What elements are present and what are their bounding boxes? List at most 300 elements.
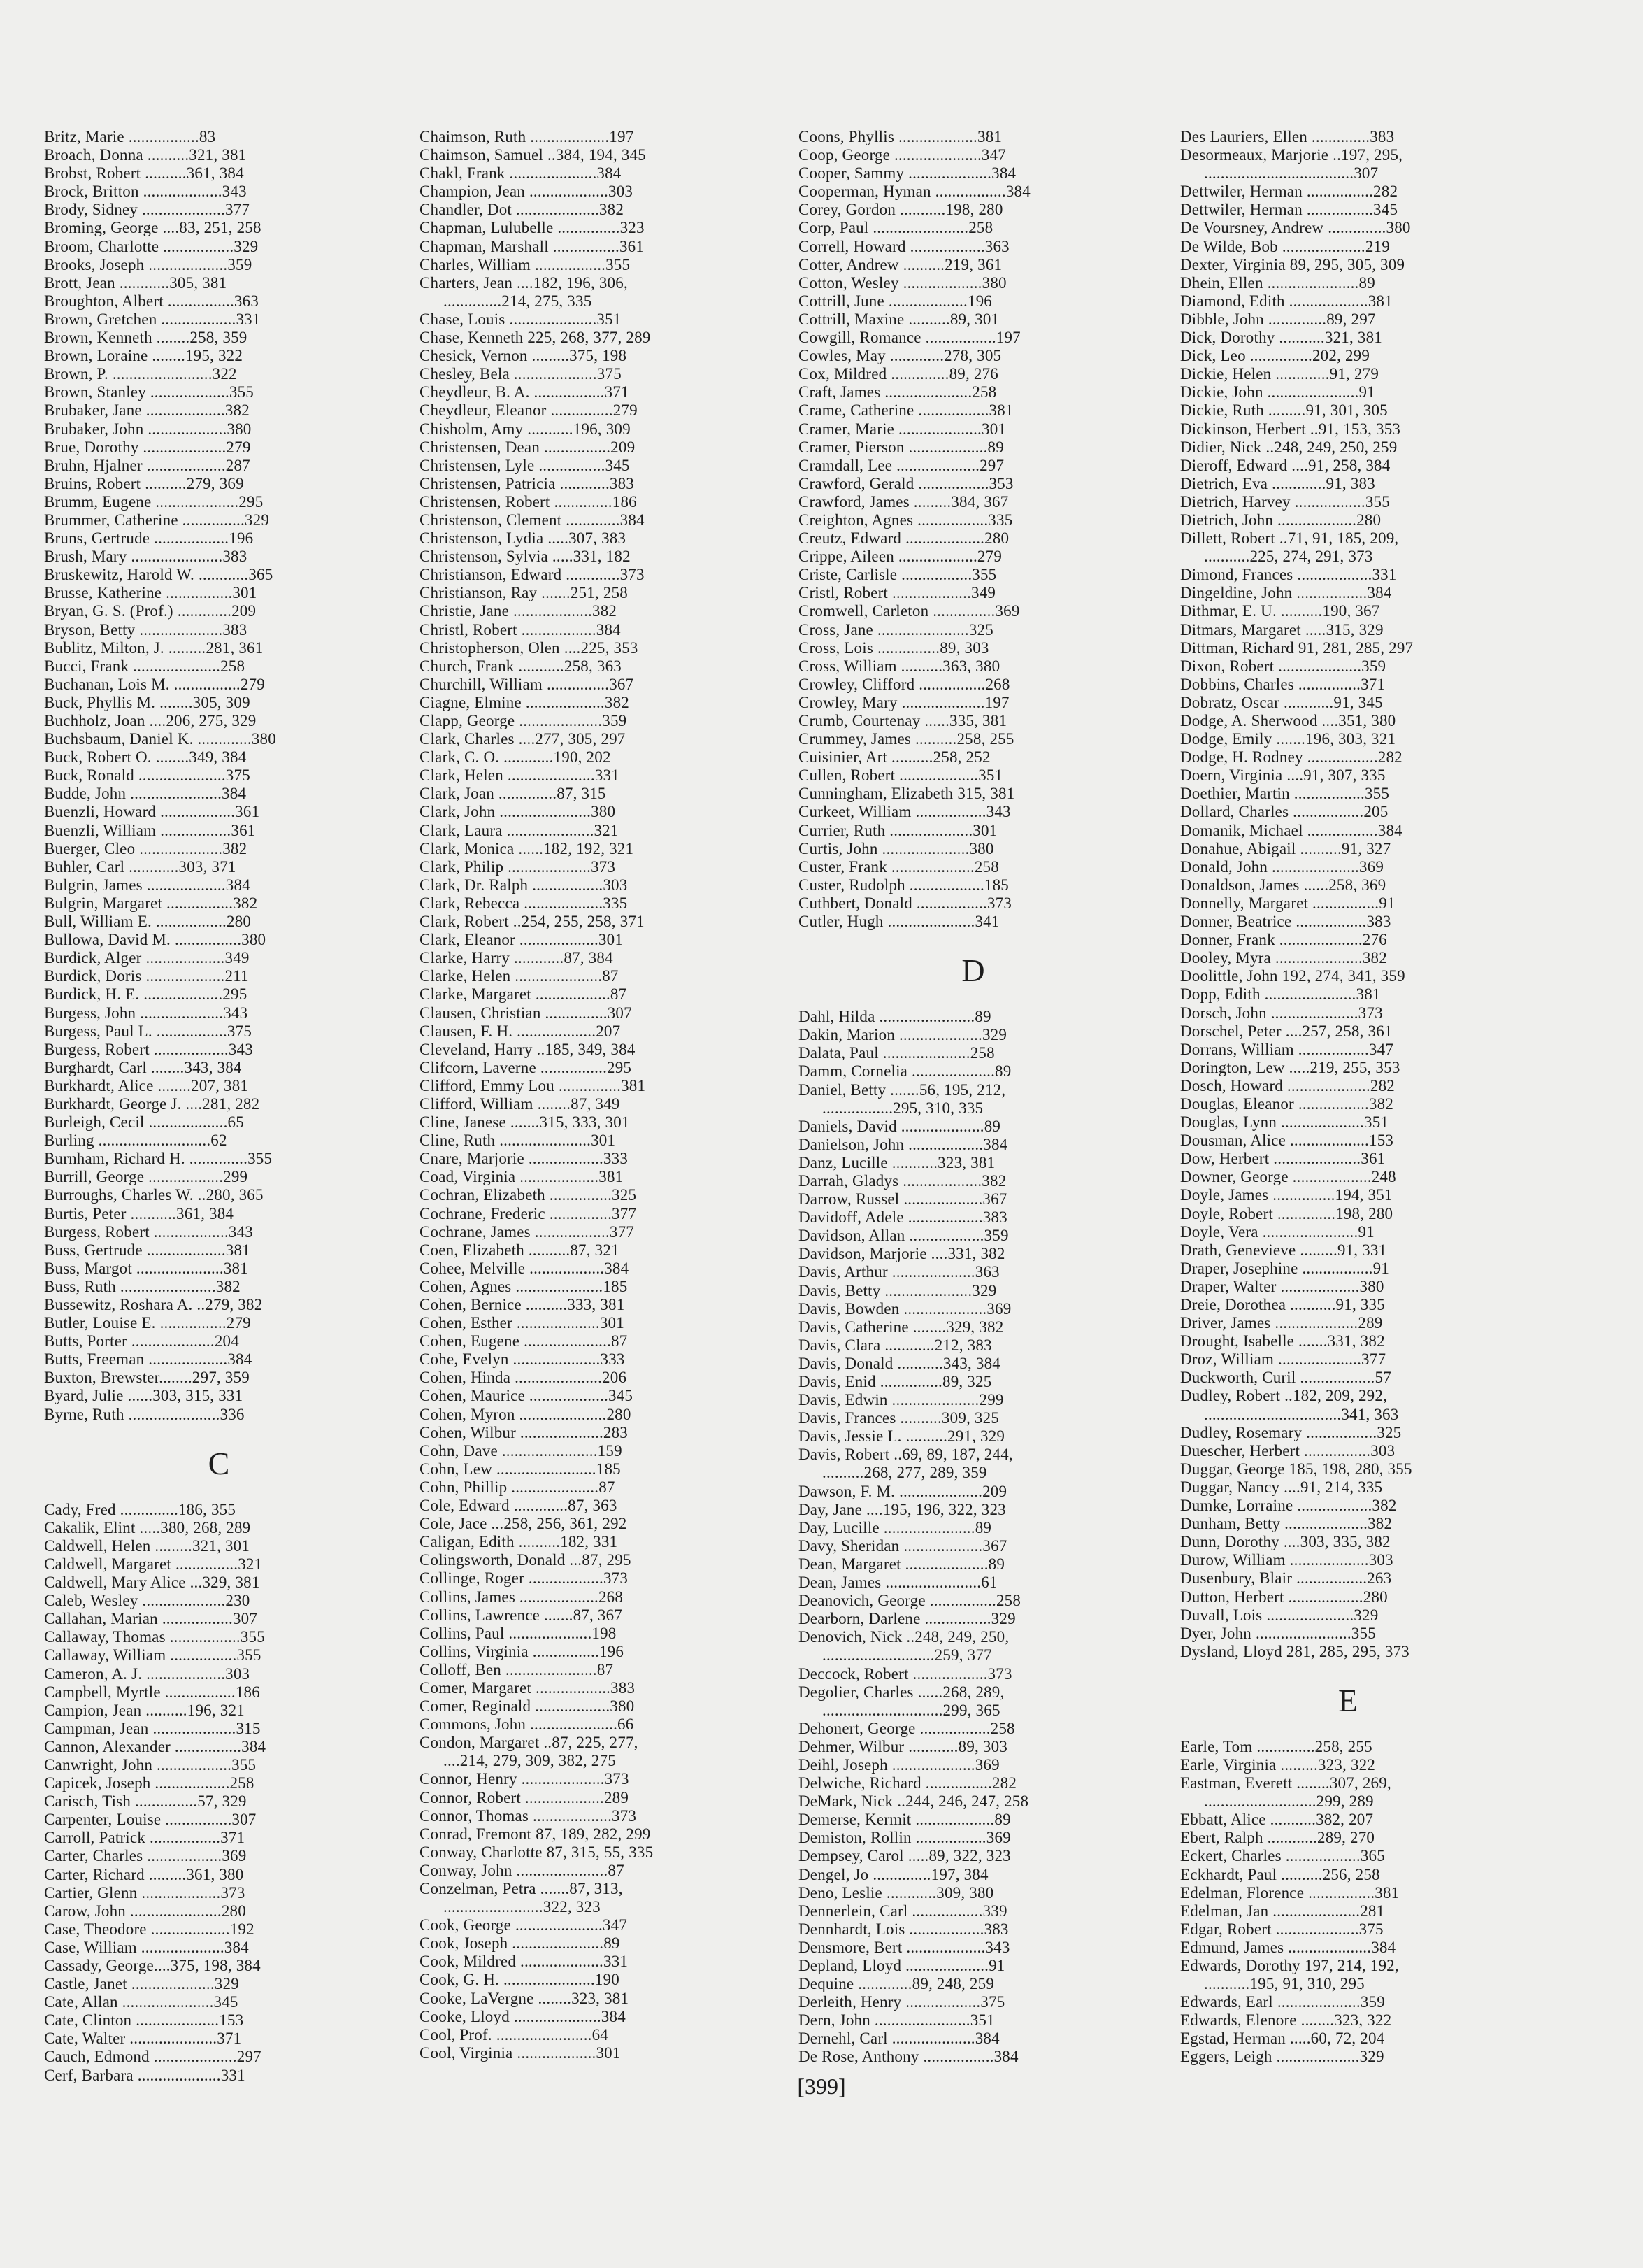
index-entry: Carow, John ......................280 [44, 1902, 246, 1920]
index-entry: Denovich, Nick ..248, 249, 250, [798, 1628, 1010, 1646]
index-entry: Burling ...........................62 [44, 1132, 227, 1150]
index-entry: Crame, Catherine .................381 [798, 401, 1014, 420]
index-entry: Creutz, Edward ...................280 [798, 529, 1010, 548]
index-entry: Christensen, Dean ................209 [419, 438, 636, 456]
index-column-4 [1180, 128, 1516, 2067]
index-entry: Bublitz, Milton, J. .........281, 361 [44, 639, 264, 657]
index-entry-continuation: ...........225, 274, 291, 373 [1204, 548, 1373, 566]
index-entry: Criste, Carlisle .................355 [798, 566, 997, 584]
index-entry: Burgess, Paul L. .................375 [44, 1022, 252, 1040]
index-entry: Christenson, Clement .............384 [419, 511, 645, 529]
index-entry: Collinge, Roger ..................373 [419, 1569, 629, 1588]
index-entry: Daniels, David ....................89 [798, 1117, 1001, 1135]
index-entry: Dawson, F. M. ....................209 [798, 1482, 1007, 1500]
index-entry: Clark, Robert ..254, 255, 258, 371 [419, 913, 645, 931]
index-entry: Dingeldine, John .................384 [1180, 584, 1392, 602]
index-entry: Christensen, Patricia ............383 [419, 474, 634, 492]
index-entry: Brott, Jean ............305, 381 [44, 273, 227, 292]
index-entry: Buxton, Brewster........297, 359 [44, 1369, 250, 1387]
index-entry: Colingsworth, Donald ...87, 295 [419, 1551, 631, 1569]
index-entry: Cole, Edward .............87, 363 [419, 1497, 617, 1515]
index-entry: Buchanan, Lois M. ................279 [44, 675, 265, 693]
index-entry: Butts, Porter ....................204 [44, 1332, 239, 1350]
index-entry: Conway, John ......................87 [419, 1861, 624, 1879]
index-entry: Cate, Walter .....................371 [44, 2030, 242, 2048]
index-entry: Danz, Lucille ...........323, 381 [798, 1153, 996, 1171]
index-entry: Corp, Paul .......................258 [798, 219, 993, 237]
index-entry-continuation: ...........................299, 289 [1204, 1792, 1374, 1811]
index-entry: Densmore, Bert ...................343 [798, 1938, 1010, 1956]
index-entry: Cunningham, Elizabeth 315, 381 [798, 785, 1015, 803]
index-entry: Dudley, Robert ..182, 209, 292, [1180, 1387, 1388, 1405]
index-entry: Clifford, William ........87, 349 [419, 1094, 620, 1113]
index-entry: Cramer, Marie ....................301 [798, 420, 1007, 438]
index-entry: Davis, Jessie L. ..........291, 329 [798, 1427, 1005, 1446]
index-entry: Clark, Helen .....................331 [419, 766, 619, 785]
index-entry: Cochrane, Frederic ...............377 [419, 1204, 637, 1222]
page-number: [399] [797, 2074, 846, 2099]
index-entry: Burghardt, Carl ........343, 384 [44, 1058, 242, 1076]
index-entry: Duggar, Nancy ....91, 214, 335 [1180, 1478, 1383, 1496]
index-entry: Cramer, Pierson ...................89 [798, 438, 1004, 456]
index-entry: Demerse, Kermit ...................89 [798, 1811, 1011, 1829]
index-entry: Desormeaux, Marjorie ..197, 295, [1180, 146, 1403, 164]
index-entry: Clark, Laura .....................321 [419, 821, 619, 839]
index-entry: Droz, William ....................377 [1180, 1350, 1386, 1369]
index-entry: Dietrich, Eva .............91, 383 [1180, 474, 1375, 492]
index-entry: Dodge, A. Sherwood ....351, 380 [1180, 712, 1396, 729]
index-entry-continuation: ....................................307 [1204, 164, 1379, 183]
index-entry: Caldwell, Mary Alice ...329, 381 [44, 1574, 260, 1592]
index-entry: Dodge, H. Rodney .................282 [1180, 748, 1402, 766]
index-entry: Cook, George .....................347 [419, 1916, 628, 1934]
index-entry: Buenzli, Howard ..................361 [44, 803, 260, 821]
index-entry: Butts, Freeman ...................384 [44, 1350, 252, 1369]
index-entry: Davidson, Allan ..................359 [798, 1227, 1009, 1245]
index-entry: Bussewitz, Roshara A. ..279, 382 [44, 1296, 263, 1313]
index-entry: Colloff, Ben ......................87 [419, 1660, 614, 1678]
index-entry: Clark, Monica ......182, 192, 321 [419, 839, 634, 857]
index-entry: Doern, Virginia ....91, 307, 335 [1180, 766, 1386, 785]
index-entry: Collins, Lawrence .......87, 367 [419, 1606, 623, 1624]
index-entry: Clarke, Helen .....................87 [419, 967, 619, 985]
index-entry: Bruhn, Hjalner ...................287 [44, 456, 250, 474]
index-entry: Dick, Dorothy ...........321, 381 [1180, 329, 1382, 347]
index-entry: Cochran, Elizabeth ...............325 [419, 1186, 637, 1204]
index-column-2 [419, 128, 769, 2062]
index-entry: Bryson, Betty ....................383 [44, 620, 247, 639]
index-entry: Depland, Lloyd ....................91 [798, 1957, 1005, 1974]
index-entry: Darrah, Gladys ...................382 [798, 1171, 1007, 1190]
index-entry: Deccock, Robert ..................373 [798, 1664, 1012, 1683]
index-entry: Doolittle, John 192, 274, 341, 359 [1180, 967, 1405, 985]
index-entry-continuation: ..............214, 275, 335 [443, 292, 592, 310]
index-entry: Cheydleur, B. A. .................371 [419, 383, 629, 401]
index-entry: Earle, Virginia .........323, 322 [1180, 1755, 1376, 1774]
index-entry: Christenson, Sylvia .....331, 182 [419, 548, 631, 566]
index-entry: Callaway, Thomas .................355 [44, 1628, 265, 1646]
index-entry: Dettwiler, Herman ................345 [1180, 201, 1398, 219]
index-entry: Collins, Virginia ................196 [419, 1642, 624, 1660]
index-entry: Burdick, H. E. ...................295 [44, 985, 247, 1004]
index-entry: Callaway, William ................355 [44, 1646, 261, 1664]
index-entry: Clark, Philip ....................373 [419, 857, 616, 876]
index-entry: Bull, William E. .................280 [44, 913, 252, 931]
index-entry: Edelman, Jan .....................281 [1180, 1902, 1385, 1920]
index-entry: Clark, Eleanor ...................301 [419, 931, 624, 949]
index-entry: Deno, Leslie ............309, 380 [798, 1883, 994, 1902]
index-entry: Chapman, Lulubelle ...............323 [419, 219, 645, 237]
index-entry: Dunn, Dorothy ....303, 335, 382 [1180, 1533, 1391, 1551]
index-entry: Brock, Britton ...................343 [44, 183, 247, 201]
index-entry: Buss, Gertrude ...................381 [44, 1241, 250, 1259]
index-entry: Donaldson, James ......258, 369 [1180, 876, 1386, 894]
index-entry: Edwards, Elenore ........323, 322 [1180, 2011, 1392, 2030]
section-letter-d: D [961, 953, 985, 989]
index-entry: Cowgill, Romance .................197 [798, 329, 1021, 347]
index-entry: Donahue, Abigail ..........91, 327 [1180, 839, 1391, 857]
index-entry: Cassady, George....375, 198, 384 [44, 1957, 261, 1974]
index-entry: Ditmars, Margaret .....315, 329 [1180, 620, 1384, 639]
index-entry: Burkhardt, Alice ........207, 381 [44, 1076, 249, 1094]
index-entry: Burleigh, Cecil ...................65 [44, 1113, 244, 1132]
index-entry: Doyle, Vera .......................91 [1180, 1222, 1375, 1241]
index-entry: Burdick, Alger ...................349 [44, 949, 250, 967]
index-entry: Buerger, Cleo ....................382 [44, 839, 247, 857]
index-entry: Brown, Stanley ...................355 [44, 383, 254, 401]
index-entry: Clark, Joan ..............87, 315 [419, 785, 606, 803]
index-entry: Cowles, May .............278, 305 [798, 347, 1002, 365]
index-entry: Eastman, Everett ........307, 269, [1180, 1774, 1391, 1792]
index-entry: Deanovich, George ................258 [798, 1592, 1021, 1610]
index-entry: Bruns, Gertrude ..................196 [44, 529, 254, 548]
index-entry: Doyle, Robert ..............198, 280 [1180, 1204, 1393, 1222]
index-entry: Crawford, Gerald .................353 [798, 474, 1014, 492]
index-entry: Dearborn, Darlene ................329 [798, 1610, 1016, 1628]
index-entry: Brown, Gretchen ..................331 [44, 310, 261, 328]
index-entry: Dakin, Marion ....................329 [798, 1026, 1007, 1044]
index-entry: Britz, Marie .................83 [44, 128, 216, 145]
index-entry: Comer, Margaret ..................383 [419, 1678, 636, 1697]
index-entry: Canwright, John ..................355 [44, 1755, 257, 1774]
index-entry: Conway, Charlotte 87, 315, 55, 335 [419, 1843, 654, 1861]
index-entry: Cohe, Evelyn .....................333 [419, 1350, 625, 1369]
index-entry: Dudley, Rosemary .................325 [1180, 1423, 1402, 1441]
index-entry: Brown, P. ........................322 [44, 365, 237, 383]
index-entry: Butler, Louise E. ................279 [44, 1314, 251, 1332]
index-entry: Collins, Paul ....................198 [419, 1624, 617, 1642]
index-entry: De Voursney, Andrew ..............380 [1180, 219, 1411, 237]
index-entry: Campman, Jean ....................315 [44, 1719, 261, 1737]
index-entry: Christenson, Lydia .....307, 383 [419, 529, 626, 548]
index-entry: Coons, Phyllis ...................381 [798, 128, 1003, 145]
index-entry: Des Lauriers, Ellen ..............383 [1180, 128, 1395, 145]
index-entry: Donner, Frank ....................276 [1180, 931, 1387, 949]
index-entry-continuation: ...........................259, 377 [822, 1646, 992, 1664]
index-entry: Didier, Nick ..248, 249, 250, 259 [1180, 438, 1398, 456]
index-entry: Cohen, Wilbur ....................283 [419, 1423, 629, 1441]
index-entry: Chaimson, Samuel ..384, 194, 345 [419, 146, 646, 164]
index-entry: Dequine .............89, 248, 259 [798, 1975, 995, 1993]
index-entry: Davis, Donald ...........343, 384 [798, 1354, 1000, 1372]
index-entry: Dexter, Virginia 89, 295, 305, 309 [1180, 255, 1405, 273]
index-entry: Christianson, Edward .............373 [419, 566, 645, 584]
index-entry: Cullen, Robert ...................351 [798, 766, 1003, 785]
index-entry: Bryan, G. S. (Prof.) .............209 [44, 602, 257, 620]
index-entry: Bulgrin, Margaret ................382 [44, 894, 258, 912]
index-entry: Cooper, Sammy ....................384 [798, 164, 1017, 183]
index-entry: Davis, Catherine ........329, 382 [798, 1318, 1004, 1336]
index-entry: De Rose, Anthony .................384 [798, 2048, 1019, 2066]
index-entry: Cochrane, James ..................377 [419, 1222, 634, 1241]
index-entry: Dorrans, William .................347 [1180, 1040, 1394, 1058]
index-entry: Clapp, George ....................359 [419, 712, 627, 729]
index-entry: Cakalik, Elint .....380, 268, 289 [44, 1518, 251, 1536]
index-entry: Chapman, Marshall ................361 [419, 237, 645, 255]
index-entry: Cooperman, Hyman .................384 [798, 183, 1031, 201]
index-entry: Edwards, Earl ....................359 [1180, 1993, 1385, 2011]
index-entry: Degolier, Charles ......268, 289, [798, 1683, 1005, 1701]
index-entry: Connor, Robert ...................289 [419, 1788, 629, 1806]
index-entry: Dobbins, Charles ...............371 [1180, 675, 1386, 693]
section-letter-e: E [1337, 1682, 1358, 1718]
index-entry: Clifford, Emmy Lou ...............381 [419, 1076, 646, 1094]
index-entry: Davis, Arthur ....................363 [798, 1263, 1000, 1281]
index-entry: Dickie, Helen .............91, 279 [1180, 365, 1379, 383]
index-entry: Burgess, John ....................343 [44, 1004, 248, 1022]
index-entry: Crowley, Mary ....................197 [798, 693, 1010, 711]
index-entry: Dehmer, Wilbur ............89, 303 [798, 1737, 1008, 1755]
index-entry: Clausen, Christian ...............307 [419, 1004, 632, 1022]
index-entry: Danielson, John ..................384 [798, 1135, 1008, 1153]
index-entry: Bruskewitz, Harold W. ............365 [44, 566, 273, 584]
index-entry: Dosch, Howard ....................282 [1180, 1076, 1396, 1094]
index-entry: Cook, Joseph ......................89 [419, 1934, 620, 1953]
index-entry: Cady, Fred ..............186, 355 [44, 1500, 236, 1518]
index-entry: Brody, Sidney ....................377 [44, 201, 250, 219]
index-entry: Dibble, John ..............89, 297 [1180, 310, 1376, 328]
index-entry: Cooke, Lloyd .....................384 [419, 2007, 626, 2025]
index-entry: Crummey, James ..........258, 255 [798, 730, 1014, 748]
index-entry: Cauch, Edmond ....................297 [44, 2048, 261, 2066]
index-entry: Dengel, Jo ..............197, 384 [798, 1865, 989, 1883]
index-entry: Dittman, Richard 91, 281, 285, 297 [1180, 639, 1414, 657]
index-entry: Budde, John ......................384 [44, 785, 247, 803]
index-entry: Chase, Louis .....................351 [419, 310, 622, 328]
index-entry: Cohen, Esther ....................301 [419, 1314, 624, 1332]
index-entry: Dopp, Edith ......................381 [1180, 985, 1381, 1004]
index-entry: Delwiche, Richard ................282 [798, 1774, 1017, 1792]
index-entry: Day, Lucille ......................89 [798, 1518, 992, 1536]
index-entry: Cohen, Myron .....................280 [419, 1405, 631, 1423]
index-entry: Campion, Jean ..........196, 321 [44, 1701, 245, 1719]
index-entry: Brubaker, John ...................380 [44, 420, 252, 438]
index-entry: Coad, Virginia ...................381 [419, 1168, 624, 1186]
index-entry: Chesick, Vernon .........375, 198 [419, 347, 627, 365]
index-column-3 [798, 128, 1148, 2067]
index-entry: Damm, Cornelia ....................89 [798, 1062, 1012, 1080]
index-entry: Darrow, Russel ...................367 [798, 1190, 1007, 1208]
index-entry: Dahl, Hilda .......................89 [798, 1008, 991, 1026]
index-entry: Christensen, Robert ..............186 [419, 492, 637, 511]
index-entry-continuation: ....214, 279, 309, 382, 275 [443, 1752, 616, 1770]
index-entry: Doethier, Martin .................355 [1180, 785, 1390, 803]
index-entry: Caligan, Edith ..........182, 331 [419, 1533, 618, 1551]
index-entry: Collins, James ...................268 [419, 1588, 624, 1606]
index-entry-continuation: .................................341, 363 [1204, 1405, 1399, 1423]
index-entry: Carter, Charles ..................369 [44, 1847, 247, 1865]
index-entry: Brummer, Catherine ...............329 [44, 511, 270, 529]
index-entry: Cottrill, Maxine ..........89, 301 [798, 310, 1000, 328]
index-entry: Dietrich, John ...................280 [1180, 511, 1382, 529]
index-entry-continuation: ........................322, 323 [443, 1898, 601, 1916]
index-entry: Brue, Dorothy ....................279 [44, 438, 251, 456]
index-entry: Cox, Mildred ..............89, 276 [798, 365, 998, 383]
index-entry: Cuthbert, Donald .................373 [798, 894, 1012, 912]
index-entry: Cooke, LaVergne ........323, 381 [419, 1989, 629, 2007]
index-entry: Corey, Gordon ...........198, 280 [798, 201, 1003, 219]
index-entry: Cate, Allan ......................345 [44, 1993, 238, 2011]
index-entry: Cohen, Hinda .....................206 [419, 1369, 627, 1387]
index-entry: Cohen, Maurice ...................345 [419, 1387, 633, 1405]
index-entry: Chakl, Frank .....................384 [419, 164, 622, 183]
index-entry: Domanik, Michael .................384 [1180, 821, 1402, 839]
index-entry: Caldwell, Helen .........321, 301 [44, 1536, 250, 1555]
index-entry: Buchsbaum, Daniel K. .............380 [44, 730, 276, 748]
index-entry: Burroughs, Charles W. ..280, 365 [44, 1186, 264, 1204]
index-entry: DeMark, Nick ..244, 246, 247, 258 [798, 1792, 1029, 1811]
index-entry: Castle, Janet ....................329 [44, 1975, 239, 1993]
index-entry: Buck, Ronald .....................375 [44, 766, 250, 785]
index-entry: Cameron, A. J. ...................303 [44, 1664, 250, 1683]
index-entry: Dern, John .......................351 [798, 2011, 995, 2030]
index-entry: Cohn, Dave .......................159 [419, 1441, 622, 1460]
index-entry: Burgess, Robert ..................343 [44, 1040, 253, 1058]
index-entry: Cannon, Alexander ................384 [44, 1737, 266, 1755]
index-entry: Byrne, Ruth ......................336 [44, 1405, 245, 1423]
index-entry: Eckhardt, Paul ..........256, 258 [1180, 1865, 1380, 1883]
index-entry: Broom, Charlotte .................329 [44, 237, 259, 255]
index-entry: Cool, Prof. .......................64 [419, 2025, 608, 2044]
index-entry: Crippe, Aileen ...................279 [798, 548, 1003, 566]
index-entry: Eckert, Charles ..................365 [1180, 1847, 1385, 1865]
index-entry: Dithmar, E. U. ..........190, 367 [1180, 602, 1380, 620]
index-entry: Curkeet, William .................343 [798, 803, 1011, 821]
index-entry: Draper, Josephine .................91 [1180, 1259, 1390, 1277]
index-entry: Davis, Bowden ....................369 [798, 1299, 1012, 1318]
index-entry: Coop, George .....................347 [798, 146, 1007, 164]
index-entry: Dennerlein, Carl .................339 [798, 1902, 1007, 1920]
index-entry: Clausen, F. H. ...................207 [419, 1022, 621, 1040]
index-entry: Donnelly, Margaret ................91 [1180, 894, 1396, 912]
index-entry: Cohen, Bernice ..........333, 381 [419, 1296, 625, 1313]
index-entry: Dysland, Lloyd 281, 285, 295, 373 [1180, 1642, 1409, 1660]
index-entry: Clarke, Harry ............87, 384 [419, 949, 613, 967]
index-entry: Duggar, George 185, 198, 280, 355 [1180, 1460, 1412, 1478]
index-entry: Cohn, Lew ........................185 [419, 1460, 621, 1478]
index-entry: Connor, Thomas ...................373 [419, 1806, 637, 1825]
index-entry: Cleveland, Harry ..185, 349, 384 [419, 1040, 636, 1058]
index-entry: Diamond, Edith ...................381 [1180, 292, 1393, 310]
index-entry: Donner, Beatrice .................383 [1180, 913, 1391, 931]
index-entry: Burnham, Richard H. ..............355 [44, 1150, 273, 1168]
index-entry: Clarke, Margaret ..................87 [419, 985, 627, 1004]
index-entry: Buck, Robert O. ........349, 384 [44, 748, 247, 766]
index-entry: Custer, Frank ....................258 [798, 857, 999, 876]
index-entry: Dernehl, Carl ....................384 [798, 2030, 1000, 2048]
index-entry: Dooley, Myra .....................382 [1180, 949, 1387, 967]
index-entry: Cole, Jace ...258, 256, 361, 292 [419, 1515, 627, 1533]
index-entry: Douglas, Eleanor .................382 [1180, 1094, 1394, 1113]
index-entry: Buck, Phyllis M. ........305, 309 [44, 693, 250, 711]
index-entry: Cerf, Barbara ....................331 [44, 2066, 245, 2084]
index-entry: Dousman, Alice ...................153 [1180, 1132, 1394, 1150]
index-entry: Currier, Ruth ....................301 [798, 821, 998, 839]
index-entry: Burtis, Peter ...........361, 384 [44, 1204, 234, 1222]
index-entry: Brown, Loraine ........195, 322 [44, 347, 243, 365]
index-entry-continuation: .................295, 310, 335 [822, 1099, 984, 1117]
index-entry: Dehonert, George .................258 [798, 1719, 1015, 1737]
index-entry: Davis, Edwin .....................299 [798, 1391, 1004, 1409]
index-entry: Dalata, Paul .....................258 [798, 1044, 995, 1062]
index-entry: Deihl, Joseph ....................369 [798, 1755, 1000, 1774]
index-entry: Cate, Clinton ....................153 [44, 2011, 244, 2030]
index-entry: Cohen, Agnes .....................185 [419, 1277, 628, 1295]
index-entry: Draper, Walter ...................380 [1180, 1277, 1384, 1295]
index-entry: Comer, Reginald ..................380 [419, 1697, 635, 1716]
index-entry: Churchill, William ...............367 [419, 675, 634, 693]
index-entry: Condon, Margaret ..87, 225, 277, [419, 1734, 638, 1752]
index-entry: Dusenbury, Blair .................263 [1180, 1569, 1392, 1588]
index-entry: Davis, Robert ..69, 89, 187, 244, [798, 1446, 1013, 1464]
index-entry: Church, Frank ...........258, 363 [419, 657, 622, 675]
index-entry: Daniel, Betty .......56, 195, 212, [798, 1080, 1006, 1099]
index-entry: Davidoff, Adele ..................383 [798, 1208, 1007, 1227]
index-entry: Davis, Clara ............212, 383 [798, 1336, 992, 1354]
index-entry: Dietrich, Harvey .................355 [1180, 492, 1390, 511]
index-entry: Champion, Jean ...................303 [419, 183, 633, 201]
index-entry-continuation: .............................299, 365 [822, 1701, 1000, 1719]
index-entry: Cline, Janese .......315, 333, 301 [419, 1113, 630, 1132]
index-entry: Edelman, Florence ................381 [1180, 1883, 1400, 1902]
index-entry: Dempsey, Carol .....89, 322, 323 [798, 1847, 1011, 1865]
index-entry: Burgess, Robert ..................343 [44, 1222, 253, 1241]
index-entry: Coen, Elizabeth ..........87, 321 [419, 1241, 619, 1259]
index-entry: Clark, Rebecca ...................335 [419, 894, 628, 912]
index-entry: Christensen, Lyle ................345 [419, 456, 630, 474]
index-entry: Dieroff, Edward ....91, 258, 384 [1180, 456, 1391, 474]
index-entry: Durow, William ...................303 [1180, 1551, 1393, 1569]
index-entry: Dollard, Charles .................205 [1180, 803, 1389, 821]
index-entry: Christianson, Ray .......251, 258 [419, 584, 628, 602]
index-entry: Ebbatt, Alice ...........382, 207 [1180, 1811, 1374, 1829]
index-entry: Crumb, Courtenay ......335, 381 [798, 712, 1007, 729]
index-entry: Christopherson, Olen ....225, 353 [419, 639, 638, 657]
index-entry: Davis, Betty .....................329 [798, 1281, 997, 1299]
index-entry: Carpenter, Louise ................307 [44, 1811, 257, 1829]
index-entry: Driver, James ....................289 [1180, 1314, 1383, 1332]
index-entry: Davis, Frances ..........309, 325 [798, 1409, 1000, 1427]
index-entry: Cross, Lois ...............89, 303 [798, 639, 989, 657]
index-entry: Cross, William ..........363, 380 [798, 657, 1000, 675]
index-entry: Dickie, Ruth .........91, 301, 305 [1180, 401, 1388, 420]
index-entry-continuation: ...........195, 91, 310, 295 [1204, 1975, 1365, 1993]
index-entry: Edwards, Dorothy 197, 214, 192, [1180, 1957, 1399, 1974]
index-entry-continuation: ..........268, 277, 289, 359 [822, 1464, 987, 1482]
index-entry: Brumm, Eugene ....................295 [44, 492, 264, 511]
index-entry: Dennhardt, Lois ..................383 [798, 1920, 1009, 1938]
index-entry: Bruins, Robert ..........279, 369 [44, 474, 244, 492]
